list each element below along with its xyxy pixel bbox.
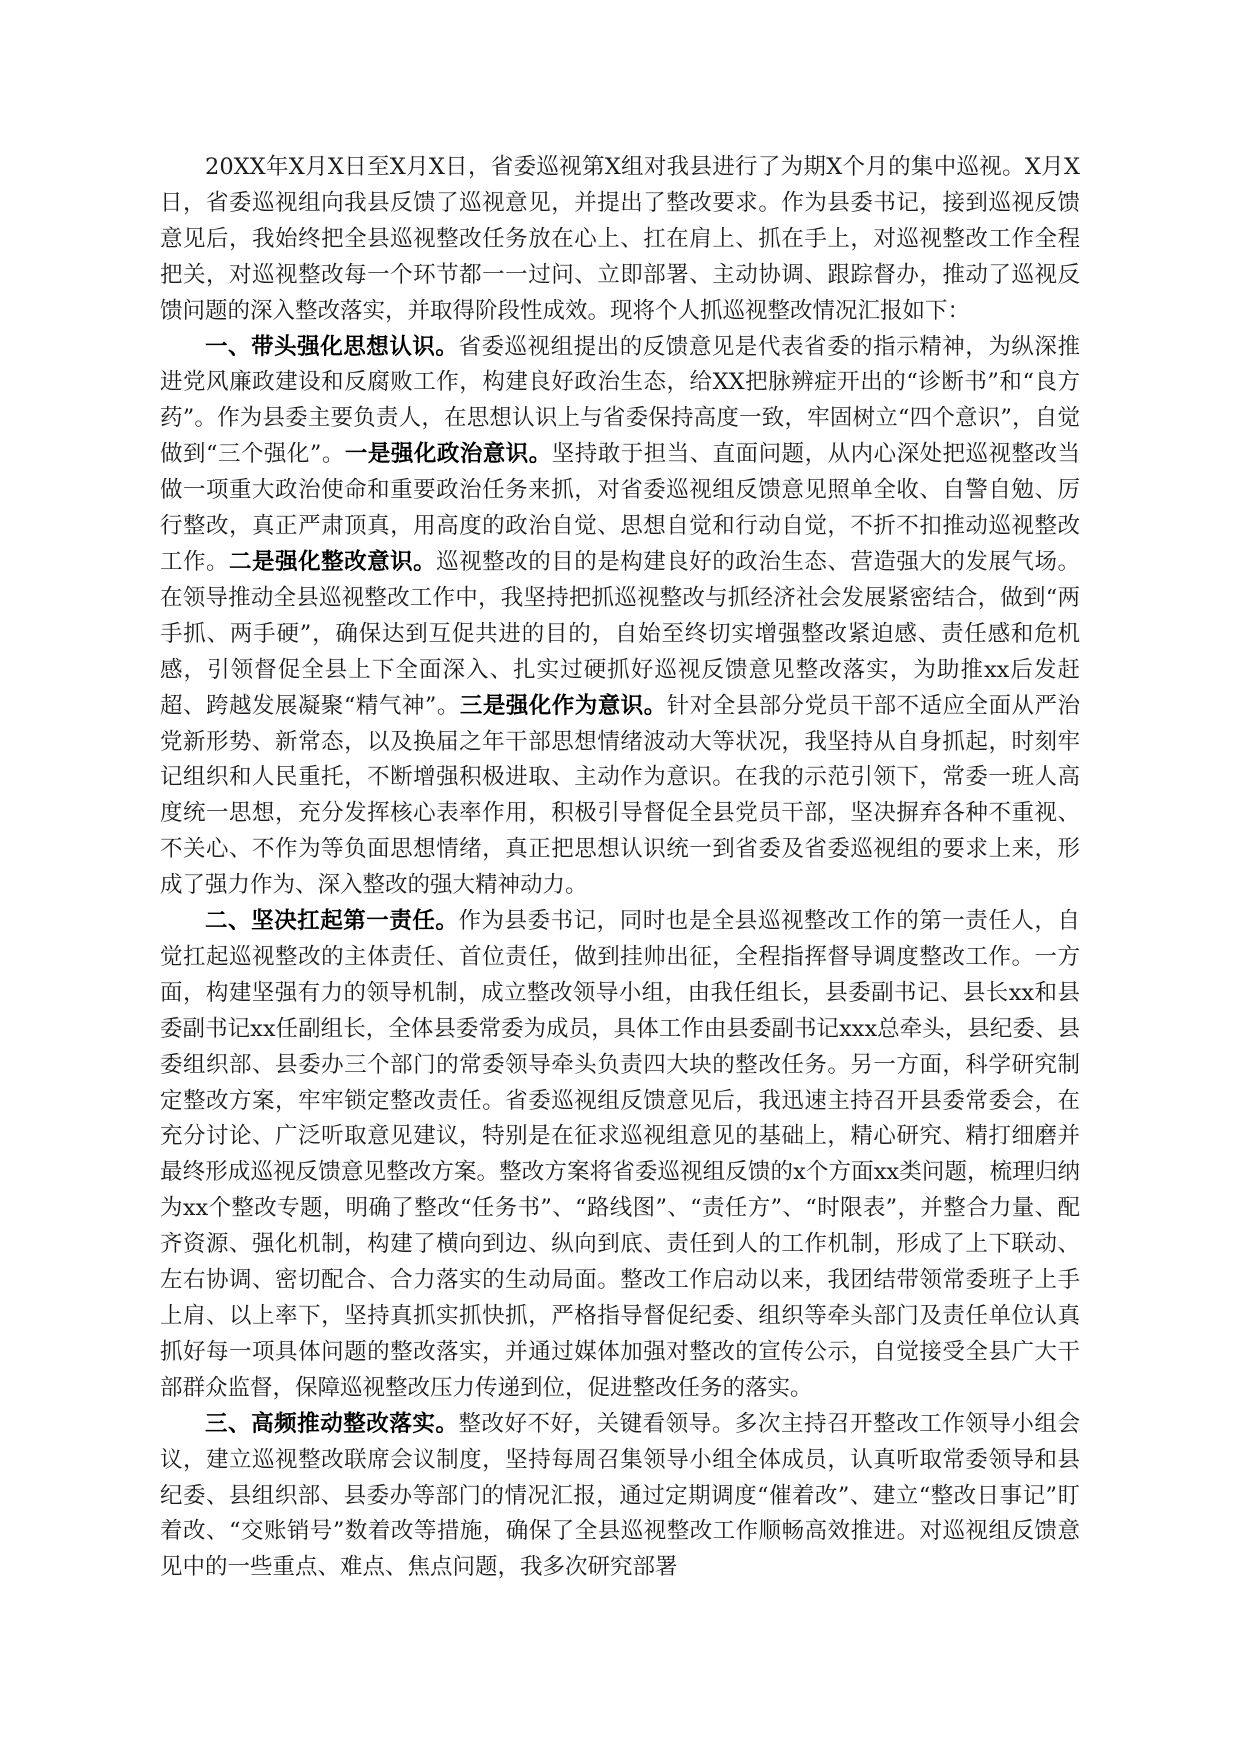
paragraph-section-3 <box>160 1407 1080 1587</box>
paragraph-text: 作为县委书记，同时也是全县巡视整改工作的第一责任人，自觉扛起巡视整改的主体责任、首位责任，做到挂帅出征，全程指挥督导调度整改工作。一方面，构建坚强有力的领导机制，成立整改领导小组，由我任组长，县委副书记、县长xx和县委副书记xx任副组长，全体县委常委为成员，具体工作由县委副书记xxx总牵头，县纪委、县委组织部、县委办三个部门的常委领导牵头负责四大块的整改任务。另一方面，科学研究制定整改方案，牢牢锁定整改责任。省委巡视组反馈意见后，我迅速主持召开县委常委会，在充分讨论、广泛听取意见建议，特别是在征求巡视组意见的基础上，精心研究、精打细磨并最终形成巡视反馈意见整改方案。整改方案将省委巡视组反馈的x个方面xx类问题，梳理归纳为xx个整改专题，明确了整改“任务书”、“路线图”、“责任方”、“时限表”，并整合力量、配齐资源、强化机制，构建了横向到边、纵向到底、责任到人的工作机制，形成了上下联动、左右协调、密切配合、合力落实的生动局面。整改工作启动以来，我团结带领常委班子上手上肩、以上率下，坚持真抓实抓快抓，严格指导督促纪委、组织等牵头部门及责任单位认真抓好每一项具体问题的整改落实，并通过媒体加强对整改的宣传公示，自觉接受全县广大干部群众监督，保障巡视整改压力传递到位，促进整改任务的落实。 <box>160 908 1080 1401</box>
paragraph-text: 整改好不好，关键看领导。多次主持召开整改工作领导小组会议，建立巡视整改联席会议制度，坚持每周召集领导小组全体成员，认真听取常委领导和县纪委、县组织部、县委办等部门的情况汇报，通过定期调度“催着改”、建立“整改日事记”盯着改、“交账销号”数着改等措施，确保了全县巡视整改工作顺畅高效推进。对巡视组反馈意见中的一些重点、难点、焦点问题，我多次研究部署 <box>160 1410 1080 1581</box>
paragraph-text: 巡视整改的目的是构建良好的政治生态、营造强大的发展气场。在领导推动全县巡视整改工作中，我坚持把抓巡视整改与抓经济社会发展紧密结合，做到“两手抓、两手硬”，确保达到互促共进的目的，自始至终切实增强整改紧迫感、责任感和危机感，引领督促全县上下全面深入、扎实过硬抓好巡视反馈意见整改落实，为助推xx后发赶超、跨越发展凝聚“精气神”。 <box>160 548 1080 719</box>
point-heading: 三是强化作为意识。 <box>459 692 667 719</box>
paragraph-intro <box>160 150 1080 330</box>
paragraph-section-1 <box>160 330 1080 905</box>
paragraph-text: 省委巡视组提出的反馈意见是代表省委的指示精神，为纵深推进党风廉政建设和反腐败工作，构建良好政治生态，给XX把脉辨症开出的“诊断书”和“良方药”。作为县委主要负责人，在思想认识上与省委保持高度一致，牢固树立“四个意识”，自觉做到“三个强化”。 <box>160 333 1080 468</box>
paragraph-text: 针对全县部分党员干部不适应全面从严治党新形势、新常态，以及换届之年干部思想情绪波动大等状况，我坚持从自身抓起，时刻牢记组织和人民重托，不断增强积极进取、主动作为意识。在我的示范引领下，常委一班人高度统一思想，充分发挥核心表率作用，积极引导督促全县党员干部，坚决摒弃各种不重视、不关心、不作为等负面思想情绪，真正把思想认识统一到省委及省委巡视组的要求上来，形成了强力作为、深入整改的强大精神动力。 <box>160 692 1080 899</box>
document-body <box>160 150 1080 1586</box>
paragraph-section-2 <box>160 904 1080 1407</box>
paragraph-text: 20XX年X月X日至X月X日，省委巡视第X组对我县进行了为期X个月的集中巡视。X月X日，省委巡视组向我县反馈了巡视意见，并提出了整改要求。作为县委书记，接到巡视反馈意见后，我始终把全县巡视整改任务放在心上、扛在肩上、抓在手上，对巡视整改工作全程把关，对巡视整改每一个环节都一一过问、立即部署、主动协调、跟踪督办，推动了巡视反馈问题的深入整改落实，并取得阶段性成效。现将个人抓巡视整改情况汇报如下： <box>160 154 1080 324</box>
section-heading: 二、坚决扛起第一责任。 <box>205 908 459 935</box>
paragraph-text: 坚持敢于担当、直面问题，从内心深处把巡视整改当做一项重大政治使命和重要政治任务来抓，对省委巡视组反馈意见照单全收、自警自勉、厉行整改，真正严肃顶真，用高度的政治自觉、思想自觉和行动自觉，不折不扣推动巡视整改工作。 <box>160 441 1080 575</box>
section-heading: 三、高频推动整改落实。 <box>205 1410 459 1437</box>
point-heading: 二是强化整改意识。 <box>229 548 437 575</box>
point-heading: 一是强化政治意识。 <box>344 441 552 468</box>
section-heading: 一、带头强化思想认识。 <box>205 333 459 360</box>
